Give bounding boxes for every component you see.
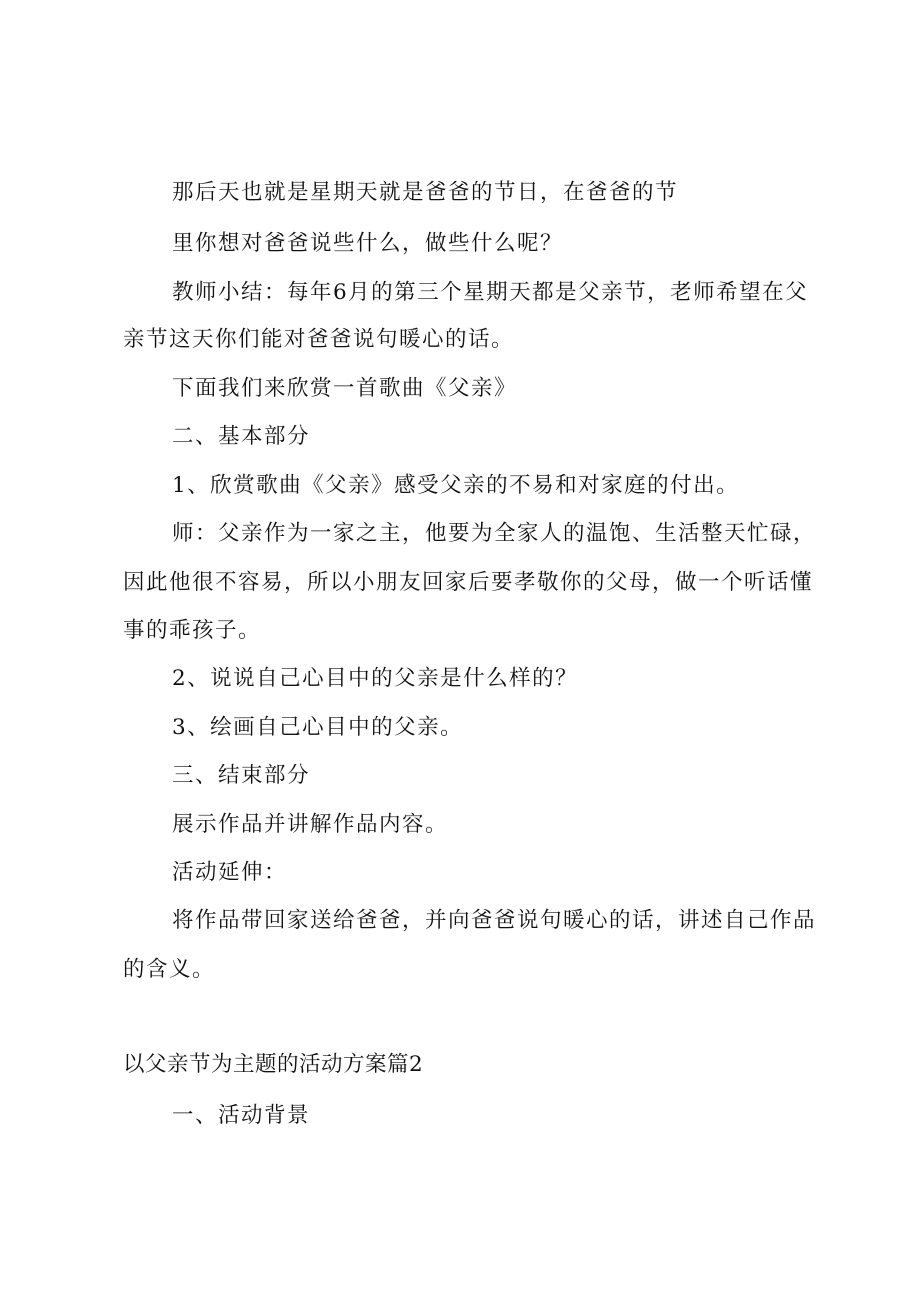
- paragraph-line: 教师小结：每年6月的第三个星期天都是父亲节，老师希望在父: [172, 280, 809, 305]
- paragraph-line: 的含义。: [123, 957, 216, 982]
- list-item: 1、欣赏歌曲《父亲》感受父亲的不易和对家庭的付出。: [172, 473, 740, 498]
- list-item: 2、说说自己心目中的父亲是什么样的？: [172, 666, 579, 691]
- paragraph-line: 事的乖孩子。: [123, 618, 262, 643]
- paragraph-line: 活动延伸：: [172, 860, 288, 885]
- section-title: 以父亲节为主题的活动方案篇2: [123, 1052, 424, 1077]
- paragraph-line: 展示作品并讲解作品内容。: [172, 812, 449, 837]
- section-heading: 二、基本部分: [172, 424, 311, 449]
- paragraph-line: 因此他很不容易，所以小朋友回家后要孝敬你的父母，做一个听话懂: [123, 570, 814, 595]
- paragraph-line: 那后天也就是星期天就是爸爸的节日，在爸爸的节: [172, 180, 679, 205]
- section-heading: 一、活动背景: [172, 1103, 311, 1128]
- paragraph-line: 师：父亲作为一家之主，他要为全家人的温饱、生活整天忙碌，: [172, 521, 817, 546]
- list-item: 3、绘画自己心目中的父亲。: [172, 715, 464, 740]
- paragraph-line: 将作品带回家送给爸爸，并向爸爸说句暖心的话，讲述自己作品: [172, 908, 817, 933]
- paragraph-line: 下面我们来欣赏一首歌曲《父亲》: [172, 376, 518, 401]
- section-heading: 三、结束部分: [172, 763, 311, 788]
- paragraph-line: 里你想对爸爸说些什么，做些什么呢？: [172, 231, 564, 256]
- paragraph-line: 亲节这天你们能对爸爸说句暖心的话。: [123, 327, 515, 352]
